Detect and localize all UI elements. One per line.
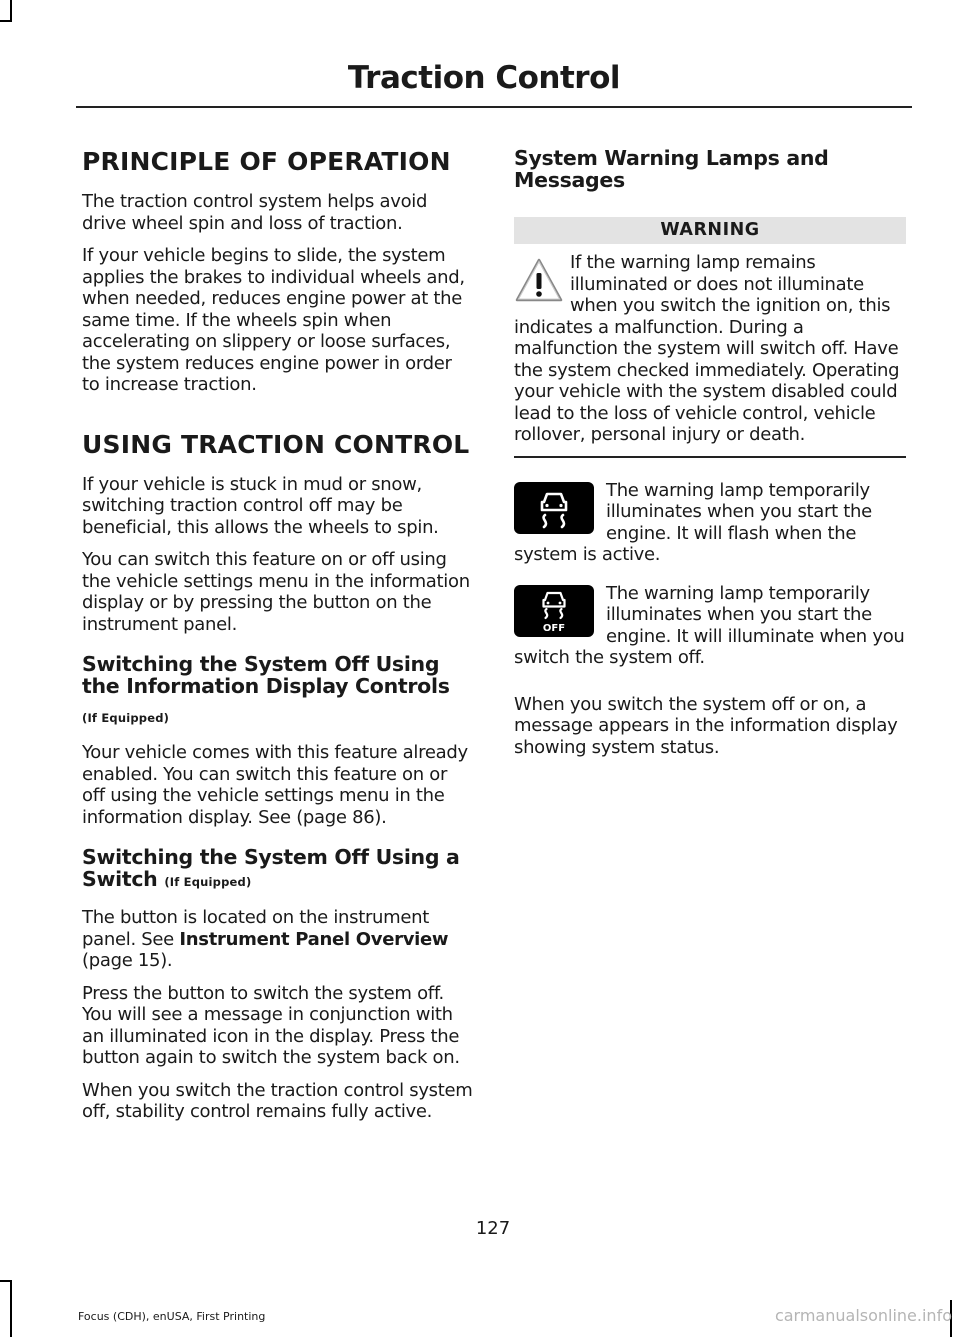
left-column (82, 147, 474, 1134)
system-status-text: When you switch the system off or on, a message appears in the information display showing system status. (514, 693, 898, 758)
using-paragraph-1: If your vehicle is stuck in mud or snow, switching traction control off may be beneficial, this allows the wheels to spin. (82, 473, 439, 538)
warning-bar: WARNING (514, 217, 906, 244)
instrument-panel-overview-link[interactable]: Instrument Panel Overview (179, 928, 449, 950)
switch-paragraph-1 (82, 907, 474, 972)
using-paragraph-2: You can switch this feature on or off using the vehicle settings menu in the information display or by pressing the button on the instrument panel. (82, 549, 470, 635)
switch-heading-text: Switching the System Off Using a Switch (82, 845, 460, 891)
traction-off-lamp-text: The warning lamp temporarily illuminates when you start the engine. It will illuminate when you switch the system off. (514, 584, 905, 668)
switch-paragraph-1-text: The button is located on the instrument panel. See (82, 907, 430, 950)
lamps-heading: System Warning Lamps and Messages (514, 146, 829, 192)
warning-text: If the warning lamp remains illuminated or does not illuminate when you switch the ignition on, this indicates a malfunction. During a malfunction the system will switch off. Have the system checked immediately. Operating your vehicle with the system disabled could lead to the loss of vehicle control, vehicle rollover, personal injury or death. (514, 252, 900, 445)
crop-mark (10, 0, 12, 22)
lamp-off-label: OFF (542, 622, 566, 634)
edition-note: Focus (CDH), enUSA, First Printing (78, 1310, 266, 1323)
page-title: Traction Control (347, 60, 620, 96)
warning-block (514, 252, 906, 446)
if-equipped-text: (If Equipped) (82, 711, 170, 725)
if-equipped-text: (If Equipped) (164, 875, 252, 889)
traction-off-lamp-block (514, 585, 906, 680)
traction-control-lamp-icon (514, 482, 594, 534)
principle-heading: PRINCIPLE OF OPERATION (82, 147, 451, 176)
page-number: 127 (475, 1218, 511, 1239)
crop-mark (0, 20, 12, 22)
watermark: carmanualsonline.info (774, 1306, 952, 1325)
crop-mark (0, 1280, 12, 1282)
principle-paragraph-2: If your vehicle begins to slide, the system applies the brakes to individual wheels and, when needed, reduces engine power at the same time. If the wheels spin when accelerating on slippery or loose surfaces, the system reduces engine power in order to increase traction. (82, 245, 465, 395)
traction-lamp-text: The warning lamp temporarily illuminates when you start the engine. It will flash when the system is active. (514, 481, 872, 565)
principle-paragraph-1: The traction control system helps avoid drive wheel spin and loss of traction. (82, 191, 428, 234)
switch-paragraph-3: When you switch the traction control system off, stability control remains fully active. (82, 1079, 473, 1122)
using-heading: USING TRACTION CONTROL (82, 429, 470, 459)
warning-triangle-icon (514, 256, 564, 304)
if-equipped-label (82, 707, 474, 726)
display-paragraph: Your vehicle comes with this feature already enabled. You can switch this feature on or off using the vehicle settings menu in the information display. See (page 86). (82, 742, 468, 828)
traction-control-off-lamp-icon (514, 585, 594, 637)
page-reference: (page 15). (82, 950, 173, 971)
switch-heading (82, 846, 474, 893)
switch-paragraph-2: Press the button to switch the system off. You will see a message in conjunction with an illuminated icon in the display. Press the button again to switch the system back on. (82, 982, 460, 1068)
display-controls-heading: Switching the System Off Using the Information Display Controls (82, 652, 450, 698)
warning-divider (514, 456, 906, 458)
crop-mark (10, 1280, 12, 1337)
right-column (514, 147, 906, 769)
traction-lamp-block (514, 482, 906, 577)
header-divider (76, 106, 912, 108)
